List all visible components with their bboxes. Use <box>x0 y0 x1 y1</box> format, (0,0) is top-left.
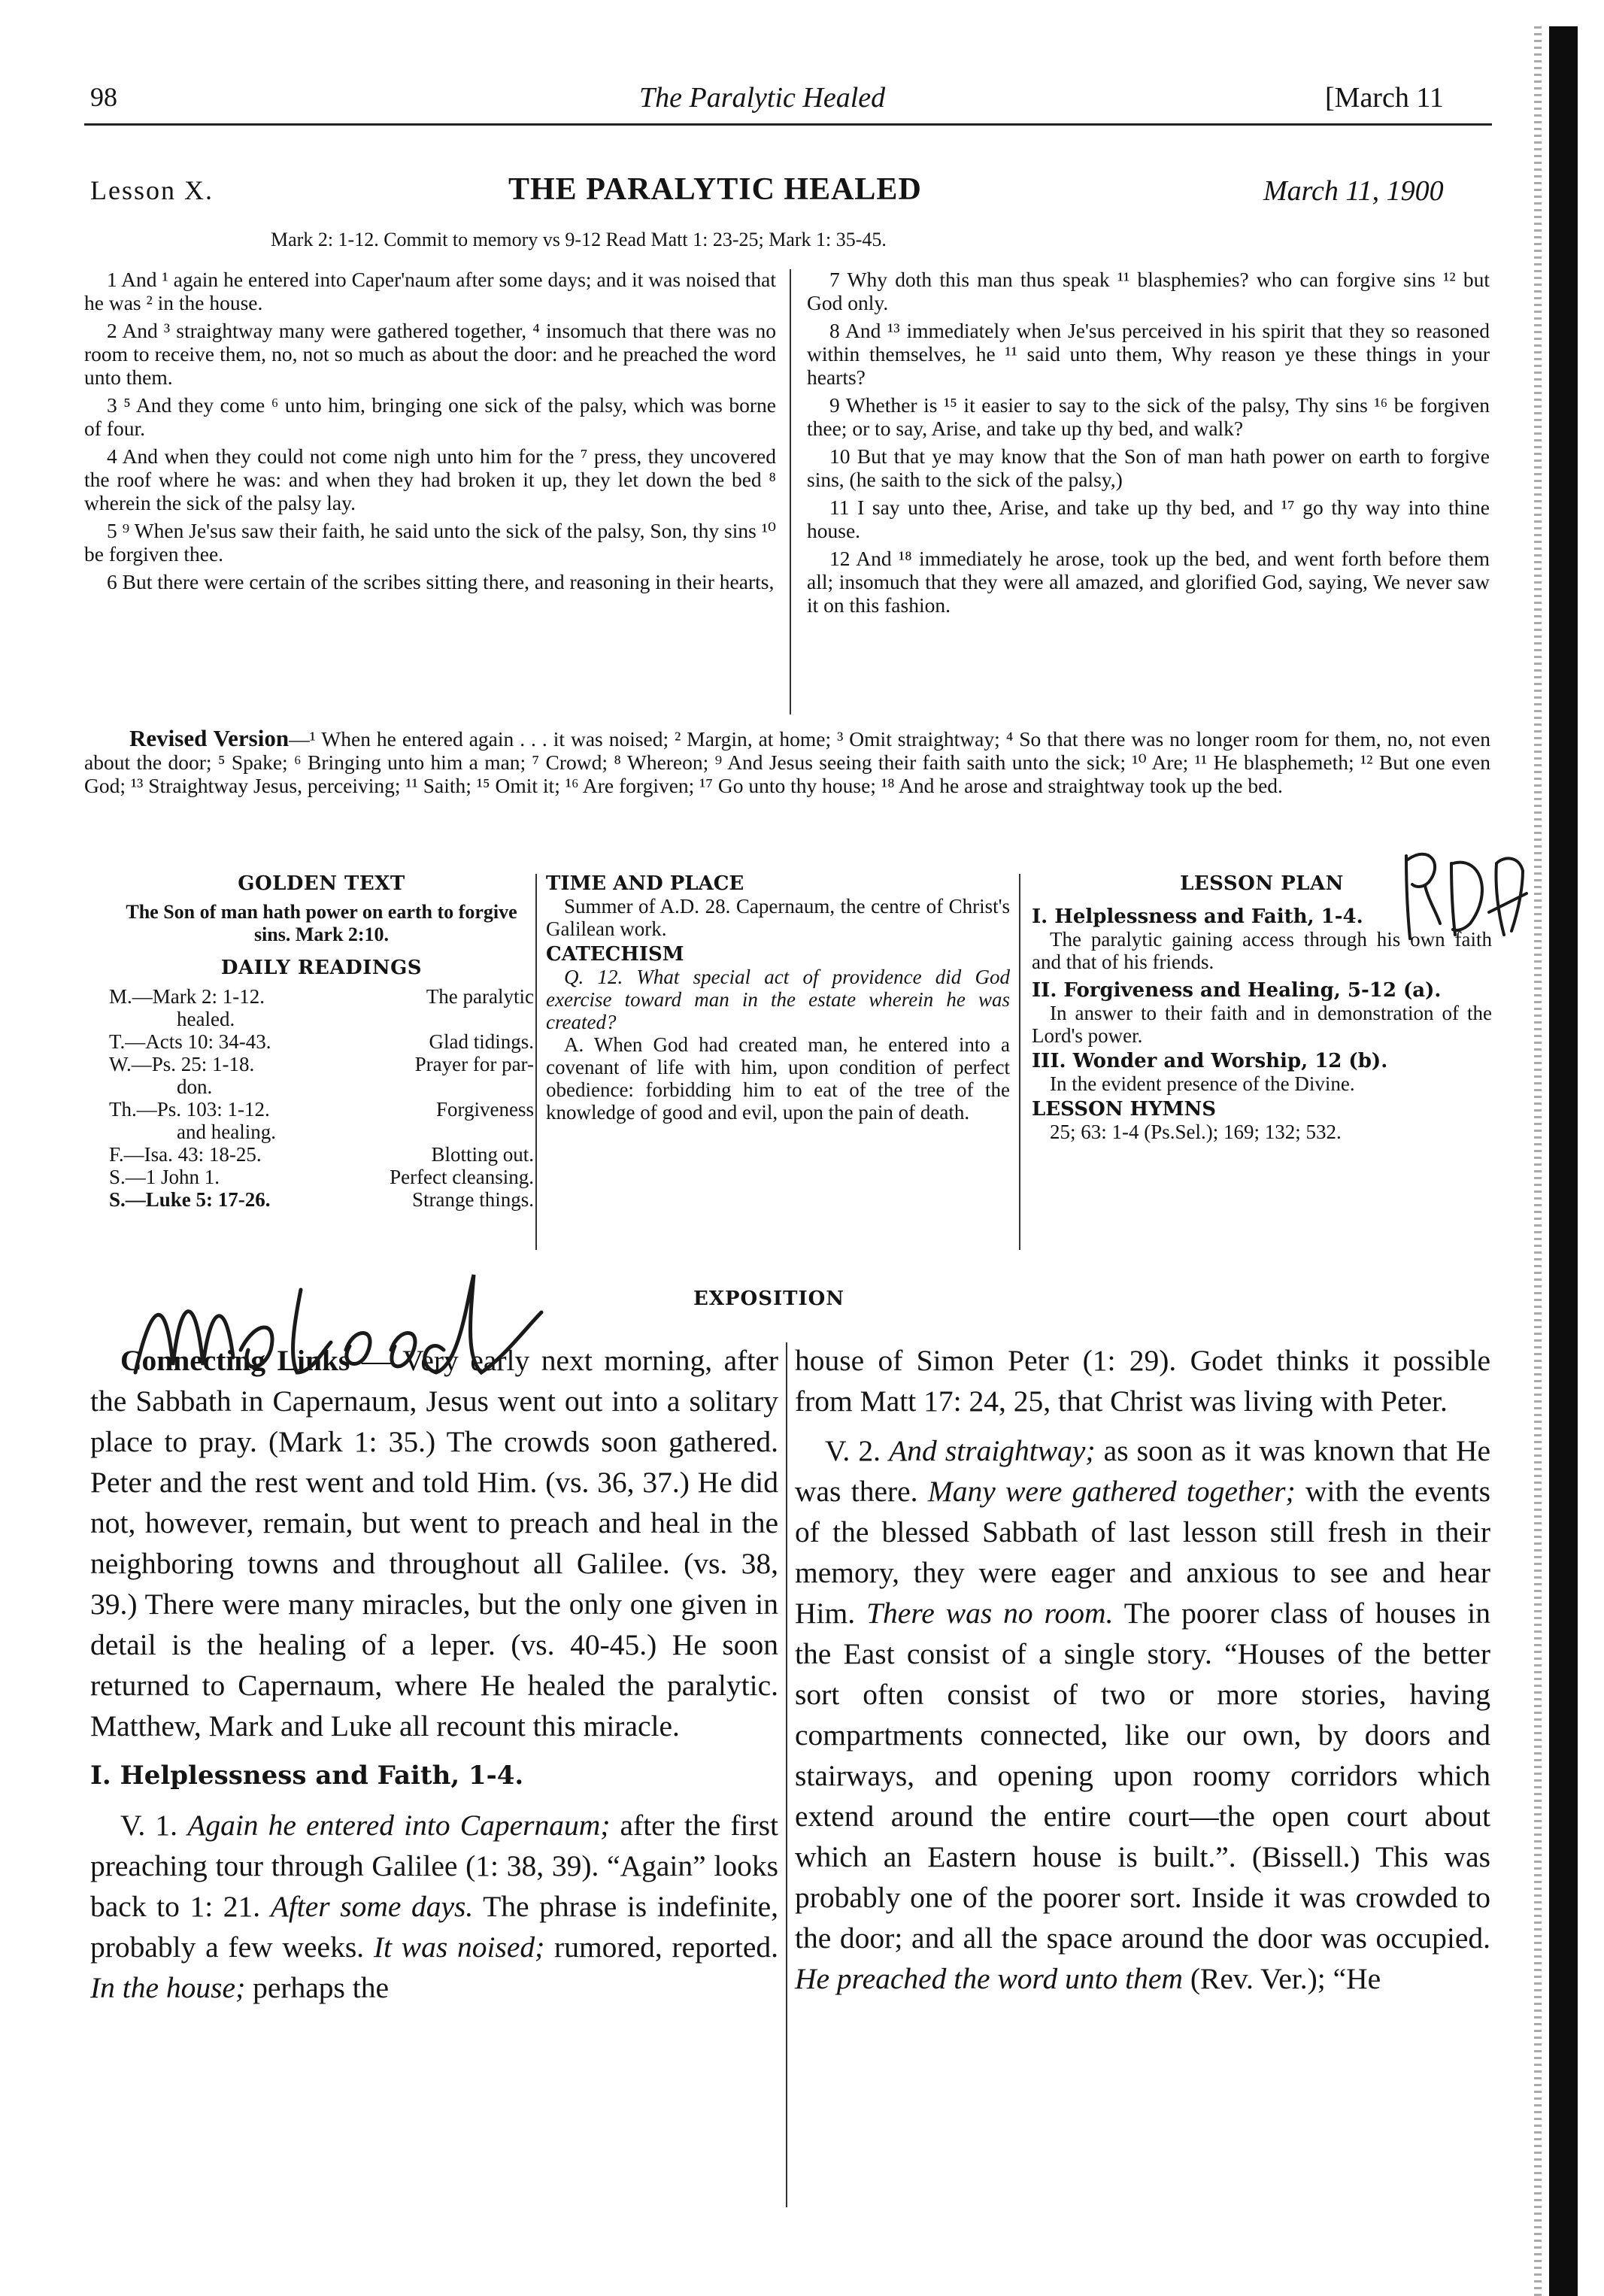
running-title: The Paralytic Healed <box>639 82 886 114</box>
list-item: F.—Isa. 43: 18-25. Blotting out. <box>109 1143 534 1166</box>
lesson-date: March 11, 1900 <box>1263 175 1444 207</box>
lesson-hymns-heading: LESSON HYMNS <box>1032 1098 1216 1121</box>
list-item: S.—Luke 5: 17-26. Strange things. <box>109 1188 534 1211</box>
revised-version-heading: Revised Version <box>129 725 290 751</box>
exposition-heading: EXPOSITION <box>693 1288 845 1310</box>
connecting-links-lead: Connecting Links <box>120 1344 350 1377</box>
running-date: [March 11 <box>1325 82 1444 114</box>
verse: 5 ⁹ When Je'sus saw their faith, he said unto the sick of the palsy, Son, thy sins ¹⁰ be forgiven thee. <box>84 519 776 566</box>
scan-edge-texture <box>1534 26 1542 2296</box>
revised-version-text: —¹ When he entered again . . . it was noised; ² Margin, at home; ³ Omit straightway; ⁴ So that there was no longer room for them, no, not even about the door; ⁵ Spake; ⁶ Bringing unto him a man; ⁷ Crowd; ⁸ Whereon; ⁹ And Jesus seeing their faith saith unto the sick; ¹⁰ Are; ¹¹ He blasphemeth; ¹² But one even God; ¹³ Straightway Jesus, perceiving; ¹¹ Saith; ¹⁵ Omit it; ¹⁶ Are forgiven; ¹⁷ Go unto thy house; ¹⁸ And he arose and straightway took up the bed. <box>84 727 1490 797</box>
catechism-heading: CATECHISM <box>546 943 684 966</box>
verse: 7 Why doth this man thus speak ¹¹ blasphemies? who can forgive sins ¹² but God only. <box>807 268 1490 314</box>
column-divider <box>1019 874 1020 1250</box>
list-item: Th.—Ps. 103: 1-12. Forgiveness <box>109 1098 534 1121</box>
revised-version-notes <box>84 726 1490 797</box>
time-and-catechism-column <box>546 872 1010 1124</box>
verse: 10 But that ye may know that the Son of man hath power on earth to forgive sins, (he saith to the sick of the palsy,) <box>807 444 1490 491</box>
scripture-reference: Mark 2: 1-12. Commit to memory vs 9-12 Read Matt 1: 23-25; Mark 1: 35-45. <box>271 229 887 250</box>
list-item: S.—1 John 1. Perfect cleansing. <box>109 1166 534 1188</box>
verse: 9 Whether is ¹⁵ it easier to say to the sick of the palsy, Thy sins ¹⁶ be forgiven thee; or to say, Arise, and take up thy bed, and walk? <box>807 393 1490 440</box>
page-number: 98 <box>90 82 117 112</box>
golden-text-column <box>109 872 534 1211</box>
golden-text: The Son of man hath power on earth to forgive sins. Mark 2:10. <box>126 901 517 945</box>
lesson-title: THE PARALYTIC HEALED <box>508 172 922 207</box>
catechism-answer: A. When God had created man, he entered into a covenant of life with him, upon condition of perfect obedience: forbidding him to eat of the tree of the knowledge of good and evil, upon the pain of death. <box>546 1033 1010 1124</box>
column-divider <box>786 1342 787 2207</box>
header-rule <box>84 123 1492 126</box>
plan-item-desc: In answer to their faith and in demonstration of the Lord's power. <box>1032 1002 1492 1047</box>
verse: 4 And when they could not come nigh unto him for the ⁷ press, they uncovered the roof where he was: and when they had broken it up, they let down the bed ⁸ wherein the sick of the palsy lay. <box>84 444 776 514</box>
time-place-heading: TIME AND PLACE <box>546 872 744 895</box>
catechism-question: Q. 12. What special act of providence did God exercise toward man in the estate wherein he was created? <box>546 966 1010 1033</box>
exposition-left-column: Connecting Links — Very early next morning, after the Sabbath in Capernaum, Jesus went out into a solitary place to pray. (Mark 1: 35.) The crowds soon gathered. Peter and the rest went and told Him. (vs. 36, 37.) He did not, however, remain, but went to preach and heal in the neighboring towns and throughout all Galilee. (vs. 38, 39.) There were many miracles, but the only one given in detail is the healing of a leper. (vs. 40-45.) He soon returned to Capernaum, where He healed the paralytic. Matthew, Mark and Luke all recount this miracle. I. Helplessness and Faith, 1-4. V. 1. Again he entered into Capernaum; after the first preaching tour through Galilee (1: 38, 39). “Again” looks back to 1: 21. After some days. The phrase is indefinite, probably a few weeks. It was noised; rumored, reported. In the house; perhaps the <box>90 1344 778 2004</box>
list-item: W.—Ps. 25: 1-18. Prayer for par- <box>109 1053 534 1075</box>
list-item: M.—Mark 2: 1-12. The paralytic <box>109 985 534 1008</box>
plan-item-title: III. Wonder and Worship, 12 (b). <box>1032 1050 1388 1072</box>
golden-text-heading: GOLDEN TEXT <box>238 872 405 895</box>
verse: 8 And ¹³ immediately when Je'sus perceived in his spirit that they so reasoned within themselves, he ¹¹ said unto them, Why reason ye these things in your hearts? <box>807 319 1490 389</box>
handwritten-initials <box>1399 841 1534 962</box>
verse: 12 And ¹⁸ immediately he arose, took up the bed, and went forth before them all; insomuch that they were all amazed, and glorified God, saying, We never saw it on this fashion. <box>807 547 1490 617</box>
plan-item-title: I. Helplessness and Faith, 1-4. <box>1032 905 1363 928</box>
exposition-right-column: house of Simon Peter (1: 29). Godet thinks it possible from Matt 17: 24, 25, that Christ was living with Peter. V. 2. And straightway; as soon as it was known that He was there. Many were gathered together; with the events of the blessed Sabbath of last lesson still fresh in their memory, they were eager and anxious to see and hear Him. There was no room. The poorer class of houses in the East consist of a single story. “Houses of the better sort often consist of two or more stories, having compartments connected, like our own, by doors and stairways, and opening upon roomy corridors which extend around the entire court—the open court about which an Eastern house is built.”. (Bissell.) This was probably one of the poorer sort. Inside it was crowded to the door; and all the space around the door was occupied. He preached the word unto them (Rev. Ver.); “He <box>795 1344 1491 1995</box>
kjv-left-column <box>84 268 776 598</box>
lesson-label: Lesson X. <box>90 175 214 205</box>
list-item: T.—Acts 10: 34-43. Glad tidings. <box>109 1030 534 1053</box>
plan-item-desc: In the evident presence of the Divine. <box>1050 1072 1355 1095</box>
daily-readings-heading: DAILY READINGS <box>220 957 423 979</box>
column-divider <box>535 874 537 1250</box>
plan-item-desc: The paralytic gaining access through his own faith and that of his friends. <box>1032 928 1492 973</box>
section-heading: I. Helplessness and Faith, 1-4. <box>90 1761 524 1791</box>
scan-edge <box>1549 26 1578 2296</box>
verse: 1 And ¹ again he entered into Caper'naum after some days; and it was noised that he was ² in the house. <box>84 268 776 314</box>
verse: 11 I say unto thee, Arise, and take up thy bed, and ¹⁷ go thy way into thine house. <box>807 496 1490 542</box>
daily-readings-list: M.—Mark 2: 1-12. The paralytic healed. T.—Acts 10: 34-43. Glad tidings. W.—Ps. 25: 1-18. Prayer for par- don. Th.—Ps. 103: 1-12. Forgiveness and healing. F.—Isa. 43: 18-25. Blotting out. S.—1 John 1. Perfect cleansing. S.—Luke 5: 17-26. Strange things. <box>109 985 534 1211</box>
column-divider <box>790 269 791 714</box>
plan-item-title: II. Forgiveness and Healing, 5-12 (a). <box>1032 979 1442 1002</box>
verse: 3 ⁵ And they come ⁶ unto him, bringing one sick of the palsy, which was borne of four. <box>84 393 776 440</box>
handwritten-signature <box>128 1260 549 1418</box>
verse: 2 And ³ straightway many were gathered together, ⁴ insomuch that there was no room to receive them, no, not so much as about the door: and he preached the word unto them. <box>84 319 776 389</box>
lesson-plan-heading: LESSON PLAN <box>1180 872 1344 895</box>
lesson-hymns: 25; 63: 1-4 (Ps.Sel.); 169; 132; 532. <box>1050 1121 1342 1143</box>
kjv-right-column <box>807 268 1490 621</box>
verse: 6 But there were certain of the scribes sitting there, and reasoning in their hearts, <box>107 570 775 593</box>
time-place-text: Summer of A.D. 28. Capernaum, the centre of Christ's Galilean work. <box>546 895 1010 940</box>
